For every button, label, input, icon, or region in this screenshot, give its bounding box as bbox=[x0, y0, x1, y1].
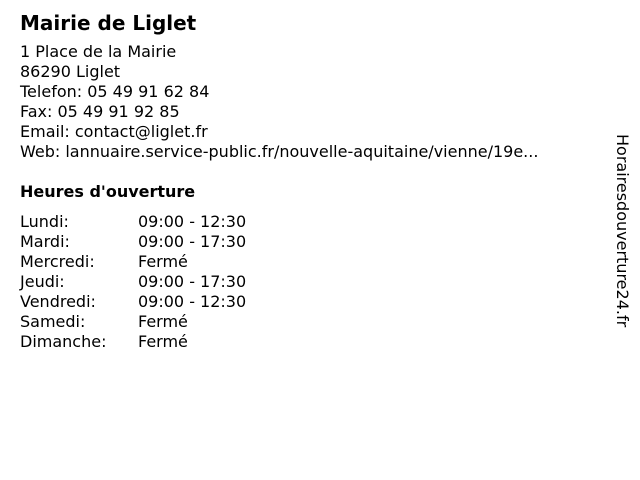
brand-watermark-text: Horairesdouverture24.fr bbox=[613, 134, 632, 328]
hours-row-mercredi bbox=[20, 252, 600, 272]
time-value: 09:00 - 12:30 bbox=[138, 212, 247, 231]
day-label: Jeudi: bbox=[20, 272, 65, 291]
opening-hours-table bbox=[20, 212, 600, 352]
fax-number: Fax: 05 49 91 92 85 bbox=[20, 102, 180, 121]
hours-row-dimanche bbox=[20, 332, 600, 352]
website-link: Web: lannuaire.service-public.fr/nouvelle-aquitaine/vienne/19e... bbox=[20, 142, 539, 161]
phone-number: Telefon: 05 49 91 62 84 bbox=[20, 82, 210, 101]
time-value: Fermé bbox=[138, 332, 188, 351]
business-name: Mairie de Liglet bbox=[20, 11, 197, 35]
day-label: Samedi: bbox=[20, 312, 86, 331]
address-city: 86290 Liglet bbox=[20, 62, 121, 81]
day-label: Vendredi: bbox=[20, 292, 96, 311]
time-value: Fermé bbox=[138, 312, 188, 331]
day-label: Lundi: bbox=[20, 212, 69, 231]
opening-hours-title: Heures d'ouverture bbox=[20, 182, 196, 201]
address-street: 1 Place de la Mairie bbox=[20, 42, 177, 61]
email-address: Email: contact@liglet.fr bbox=[20, 122, 208, 141]
time-value: 09:00 - 17:30 bbox=[138, 272, 247, 291]
time-value: Fermé bbox=[138, 252, 188, 271]
day-label: Mercredi: bbox=[20, 252, 95, 271]
time-value: 09:00 - 12:30 bbox=[138, 292, 247, 311]
business-card bbox=[20, 10, 600, 352]
hours-row-jeudi bbox=[20, 272, 600, 292]
hours-row-mardi bbox=[20, 232, 600, 252]
hours-row-vendredi bbox=[20, 292, 600, 312]
time-value: 09:00 - 17:30 bbox=[138, 232, 247, 251]
hours-row-samedi bbox=[20, 312, 600, 332]
hours-row-lundi bbox=[20, 212, 600, 232]
day-label: Dimanche: bbox=[20, 332, 107, 351]
day-label: Mardi: bbox=[20, 232, 70, 251]
